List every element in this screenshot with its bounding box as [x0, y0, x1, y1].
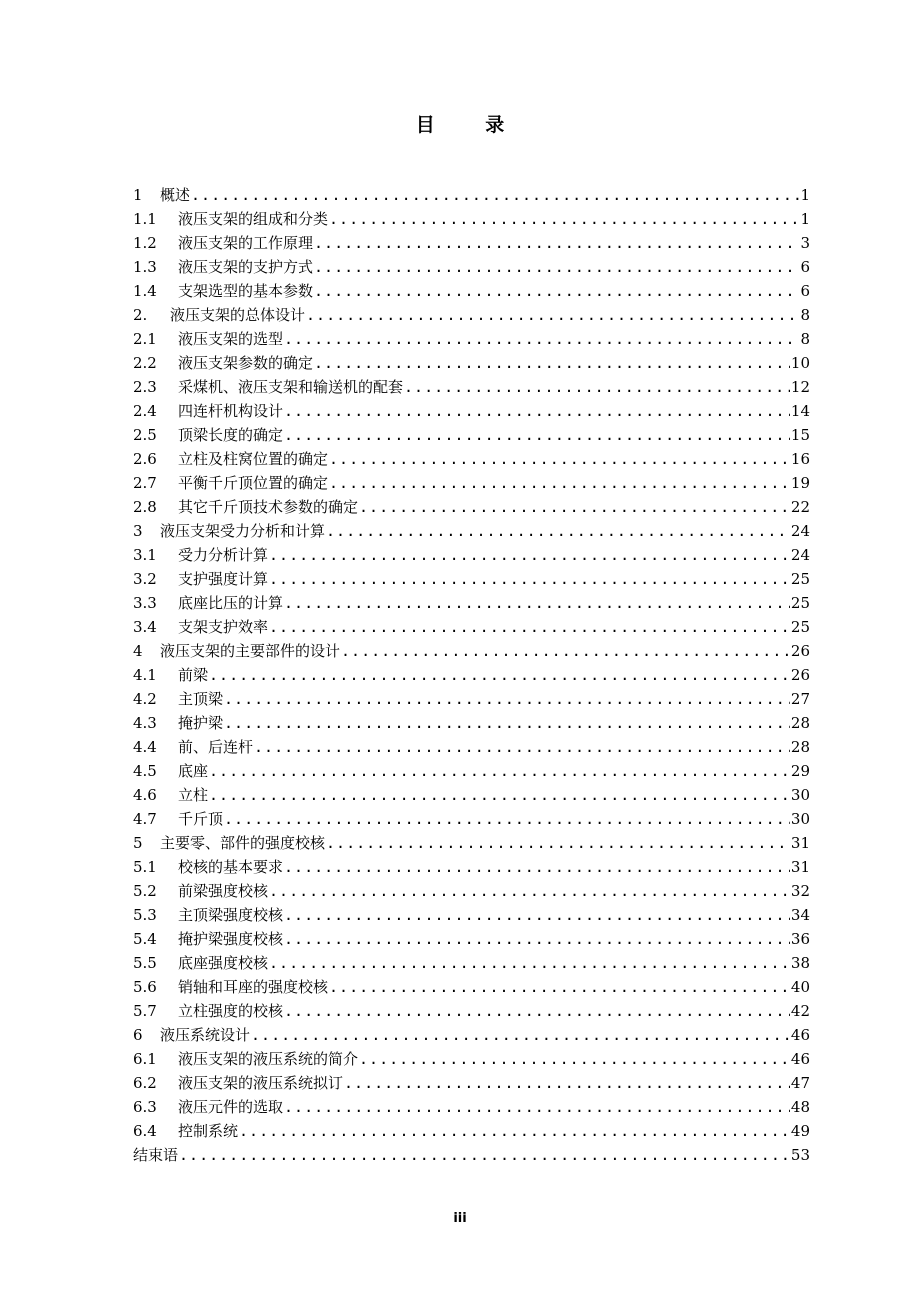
toc-entry-title: 四连杆机构设计 — [178, 402, 284, 420]
toc-entry-number: 5.2 — [133, 882, 157, 900]
toc-entry[interactable] — [133, 1119, 810, 1143]
toc-entry-page: 1 — [800, 186, 810, 204]
toc-entry[interactable] — [133, 447, 810, 471]
dot-leader — [314, 231, 799, 255]
toc-entry-title: 液压支架的组成和分类 — [178, 210, 329, 228]
toc-entry-page: 6 — [800, 258, 810, 276]
toc-entry-title: 底座 — [178, 762, 209, 780]
toc-entry[interactable] — [133, 255, 810, 279]
toc-entry-number: 4 — [133, 642, 143, 660]
toc-entry-number: 1.2 — [133, 234, 157, 252]
toc-entry[interactable] — [133, 399, 810, 423]
toc-entry-number: 1.1 — [133, 210, 157, 228]
page-number: iii — [453, 1211, 467, 1226]
toc-entry[interactable] — [133, 207, 810, 231]
dot-leader — [284, 423, 790, 447]
toc-entry-number: 2. — [133, 306, 148, 324]
toc-entry-title: 前、后连杆 — [178, 738, 254, 756]
toc-entry[interactable] — [133, 879, 810, 903]
toc-entry[interactable] — [133, 303, 810, 327]
toc-entry-page: 42 — [790, 1002, 810, 1020]
dot-leader — [306, 303, 799, 327]
toc-entry-title: 受力分析计算 — [178, 546, 269, 564]
toc-entry-page: 22 — [790, 498, 810, 516]
dot-leader — [209, 759, 790, 783]
toc-entry[interactable] — [133, 927, 810, 951]
dot-leader — [404, 375, 790, 399]
toc-entry-page: 36 — [790, 930, 810, 948]
toc-entry-number: 6.2 — [133, 1074, 157, 1092]
dot-leader — [269, 567, 790, 591]
toc-entry[interactable] — [133, 759, 810, 783]
toc-entry-number: 3 — [133, 522, 143, 540]
toc-entry-title: 立柱 — [178, 786, 209, 804]
toc-entry[interactable] — [133, 1047, 810, 1071]
toc-entry-page: 28 — [790, 738, 810, 756]
toc-entry-page: 8 — [800, 306, 810, 324]
dot-leader — [224, 687, 790, 711]
toc-entry-number: 6 — [133, 1026, 143, 1044]
toc-entry-title: 支护强度计算 — [178, 570, 269, 588]
toc-entry[interactable] — [133, 1071, 810, 1095]
toc-entry-number: 4.2 — [133, 690, 157, 708]
toc-entry-number: 5.5 — [133, 954, 157, 972]
dot-leader — [326, 831, 790, 855]
dot-leader — [224, 711, 790, 735]
toc-entry[interactable] — [133, 903, 810, 927]
dot-leader — [314, 279, 799, 303]
dot-leader — [329, 471, 790, 495]
toc-entry[interactable] — [133, 735, 810, 759]
dot-leader — [269, 879, 790, 903]
toc-entry-number: 3.3 — [133, 594, 157, 612]
toc-entry-number: 2.7 — [133, 474, 157, 492]
toc-entry-number: 5.4 — [133, 930, 157, 948]
toc-entry-title: 其它千斤顶技术参数的确定 — [178, 498, 359, 516]
toc-entry-title: 校核的基本要求 — [178, 858, 284, 876]
toc-entry-page: 31 — [790, 858, 810, 876]
toc-entry-title: 掩护梁 — [178, 714, 224, 732]
toc-entry[interactable] — [133, 639, 810, 663]
toc-entry-page: 49 — [790, 1122, 810, 1140]
dot-leader — [239, 1119, 790, 1143]
dot-leader — [269, 951, 790, 975]
toc-entry-number: 5.3 — [133, 906, 157, 924]
toc-entry-title: 立柱及柱窝位置的确定 — [178, 450, 329, 468]
dot-leader — [314, 255, 799, 279]
toc-entry-number: 2.3 — [133, 378, 157, 396]
toc-entry-title: 底座强度校核 — [178, 954, 269, 972]
toc-entry[interactable] — [133, 375, 810, 399]
toc-entry-number: 6.3 — [133, 1098, 157, 1116]
dot-leader — [179, 1143, 790, 1167]
toc-entry-page: 24 — [790, 546, 810, 564]
dot-leader — [284, 327, 799, 351]
toc-entry-title: 液压支架受力分析和计算 — [160, 522, 326, 540]
toc-entry-page: 25 — [790, 594, 810, 612]
toc-entry-number: 3.1 — [133, 546, 157, 564]
toc-entry[interactable] — [133, 327, 810, 351]
toc-entry-title: 液压元件的选取 — [178, 1098, 284, 1116]
dot-leader — [251, 1023, 790, 1047]
toc-entry-number: 2.1 — [133, 330, 157, 348]
toc-title: 目 录 — [415, 114, 527, 136]
toc-entry[interactable] — [133, 687, 810, 711]
toc-entry-title: 控制系统 — [178, 1122, 239, 1140]
toc-entry-page: 8 — [800, 330, 810, 348]
dot-leader — [326, 519, 790, 543]
dot-leader — [269, 615, 790, 639]
toc-entry-number: 4.7 — [133, 810, 157, 828]
toc-entry[interactable] — [133, 183, 810, 207]
toc-entry-page: 53 — [790, 1146, 810, 1164]
toc-entry-title: 液压支架的选型 — [178, 330, 284, 348]
dot-leader — [209, 663, 790, 687]
toc-entry-number: 2.5 — [133, 426, 157, 444]
toc-entry[interactable] — [133, 519, 810, 543]
toc-entry-page: 40 — [790, 978, 810, 996]
toc-entry-title: 液压支架的工作原理 — [178, 234, 314, 252]
toc-entry[interactable] — [133, 999, 810, 1023]
toc-entry-title: 液压支架的液压系统的简介 — [178, 1050, 359, 1068]
dot-leader — [224, 807, 790, 831]
dot-leader — [254, 735, 790, 759]
toc-entry-number: 4.5 — [133, 762, 157, 780]
toc-entry[interactable] — [133, 1023, 810, 1047]
dot-leader — [269, 543, 790, 567]
dot-leader — [329, 447, 790, 471]
toc-entry-title: 前梁强度校核 — [178, 882, 269, 900]
toc-entry-number: 3.2 — [133, 570, 157, 588]
toc-entry-page: 46 — [790, 1026, 810, 1044]
toc-entry-number: 4.4 — [133, 738, 157, 756]
toc-entry-page: 26 — [790, 666, 810, 684]
toc-entry[interactable] — [133, 1095, 810, 1119]
dot-leader — [284, 903, 790, 927]
dot-leader — [359, 1047, 790, 1071]
toc-entry[interactable] — [133, 351, 810, 375]
toc-entry-title: 平衡千斤顶位置的确定 — [178, 474, 329, 492]
toc-entry-title: 销轴和耳座的强度校核 — [178, 978, 329, 996]
toc-entry-title: 立柱强度的校核 — [178, 1002, 284, 1020]
toc-entry-page: 38 — [790, 954, 810, 972]
toc-entry-page: 15 — [790, 426, 810, 444]
toc-entry-title: 支架选型的基本参数 — [178, 282, 314, 300]
toc-entry-page: 28 — [790, 714, 810, 732]
toc-entry-page: 46 — [790, 1050, 810, 1068]
toc-entry[interactable] — [133, 975, 810, 999]
toc-entry-number: 6.1 — [133, 1050, 157, 1068]
toc-entry[interactable] — [133, 279, 810, 303]
toc-entry-number: 5.7 — [133, 1002, 157, 1020]
dot-leader — [284, 927, 790, 951]
toc-entry[interactable] — [133, 807, 810, 831]
toc-entry-title: 液压支架的主要部件的设计 — [160, 642, 341, 660]
toc-entry-number: 1 — [133, 186, 143, 204]
toc-entry-title: 主要零、部件的强度校核 — [160, 834, 326, 852]
toc-entry-number: 4.1 — [133, 666, 157, 684]
toc-entry-page: 32 — [790, 882, 810, 900]
dot-leader — [329, 207, 799, 231]
toc-entry-title: 支架支护效率 — [178, 618, 269, 636]
toc-entry-page: 25 — [790, 570, 810, 588]
toc-entry-number: 3.4 — [133, 618, 157, 636]
toc-entry-number: 1.4 — [133, 282, 157, 300]
toc-entry-title: 主顶梁 — [178, 690, 224, 708]
toc-entry-page: 1 — [800, 210, 810, 228]
toc-entry-page: 48 — [790, 1098, 810, 1116]
toc-entry-number: 2.8 — [133, 498, 157, 516]
toc-entry-page: 26 — [790, 642, 810, 660]
dot-leader — [284, 399, 790, 423]
toc-entry-title: 顶梁长度的确定 — [178, 426, 284, 444]
toc-entry-title: 掩护梁强度校核 — [178, 930, 284, 948]
toc-entry-page: 34 — [790, 906, 810, 924]
toc-entry-title: 前梁 — [178, 666, 209, 684]
toc-entry-title: 结束语 — [133, 1146, 179, 1164]
dot-leader — [284, 591, 790, 615]
toc-entry[interactable] — [133, 783, 810, 807]
toc-entry-number: 1.3 — [133, 258, 157, 276]
toc-entry-page: 30 — [790, 786, 810, 804]
dot-leader — [284, 1095, 790, 1119]
toc-entry[interactable] — [133, 615, 810, 639]
toc-entry-page: 25 — [790, 618, 810, 636]
toc-entry-page: 24 — [790, 522, 810, 540]
toc-entry-page: 19 — [790, 474, 810, 492]
table-of-contents — [133, 183, 810, 1167]
toc-entry-number: 5.1 — [133, 858, 157, 876]
toc-entry-page: 31 — [790, 834, 810, 852]
toc-entry-title: 主顶梁强度校核 — [178, 906, 284, 924]
dot-leader — [359, 495, 790, 519]
toc-entry-number: 2.2 — [133, 354, 157, 372]
toc-entry[interactable] — [133, 951, 810, 975]
toc-entry-page: 3 — [800, 234, 810, 252]
toc-entry-title: 千斤顶 — [178, 810, 224, 828]
toc-entry-number: 2.6 — [133, 450, 157, 468]
toc-entry[interactable] — [133, 1143, 810, 1167]
dot-leader — [341, 639, 790, 663]
toc-entry[interactable] — [133, 471, 810, 495]
toc-entry-title: 液压系统设计 — [160, 1026, 251, 1044]
toc-entry-number: 5.6 — [133, 978, 157, 996]
toc-entry-number: 6.4 — [133, 1122, 157, 1140]
toc-entry[interactable] — [133, 855, 810, 879]
toc-entry-page: 12 — [790, 378, 810, 396]
toc-entry-number: 4.6 — [133, 786, 157, 804]
dot-leader — [284, 999, 790, 1023]
toc-entry[interactable] — [133, 711, 810, 735]
toc-entry-title: 底座比压的计算 — [178, 594, 284, 612]
toc-entry-title: 液压支架的总体设计 — [170, 306, 306, 324]
toc-entry-title: 液压支架的支护方式 — [178, 258, 314, 276]
toc-entry-number: 5 — [133, 834, 143, 852]
toc-entry-page: 29 — [790, 762, 810, 780]
toc-entry-page: 16 — [790, 450, 810, 468]
toc-entry-number: 2.4 — [133, 402, 157, 420]
toc-entry-page: 30 — [790, 810, 810, 828]
toc-entry-page: 10 — [790, 354, 810, 372]
dot-leader — [284, 855, 790, 879]
toc-entry[interactable] — [133, 423, 810, 447]
toc-entry-page: 14 — [790, 402, 810, 420]
dot-leader — [209, 783, 790, 807]
toc-entry-title: 采煤机、液压支架和输送机的配套 — [178, 378, 404, 396]
toc-entry[interactable] — [133, 495, 810, 519]
toc-entry-page: 6 — [800, 282, 810, 300]
toc-entry-title: 液压支架的液压系统拟订 — [178, 1074, 344, 1092]
toc-entry-page: 47 — [790, 1074, 810, 1092]
toc-entry[interactable] — [133, 831, 810, 855]
toc-entry-title: 概述 — [160, 186, 191, 204]
toc-entry-title: 液压支架参数的确定 — [178, 354, 314, 372]
dot-leader — [344, 1071, 790, 1095]
dot-leader — [329, 975, 790, 999]
toc-entry[interactable] — [133, 663, 810, 687]
toc-entry-number: 4.3 — [133, 714, 157, 732]
toc-entry[interactable] — [133, 231, 810, 255]
dot-leader — [314, 351, 790, 375]
toc-entry-page: 27 — [790, 690, 810, 708]
toc-entry[interactable] — [133, 543, 810, 567]
toc-entry[interactable] — [133, 567, 810, 591]
toc-entry[interactable] — [133, 591, 810, 615]
dot-leader — [191, 183, 799, 207]
